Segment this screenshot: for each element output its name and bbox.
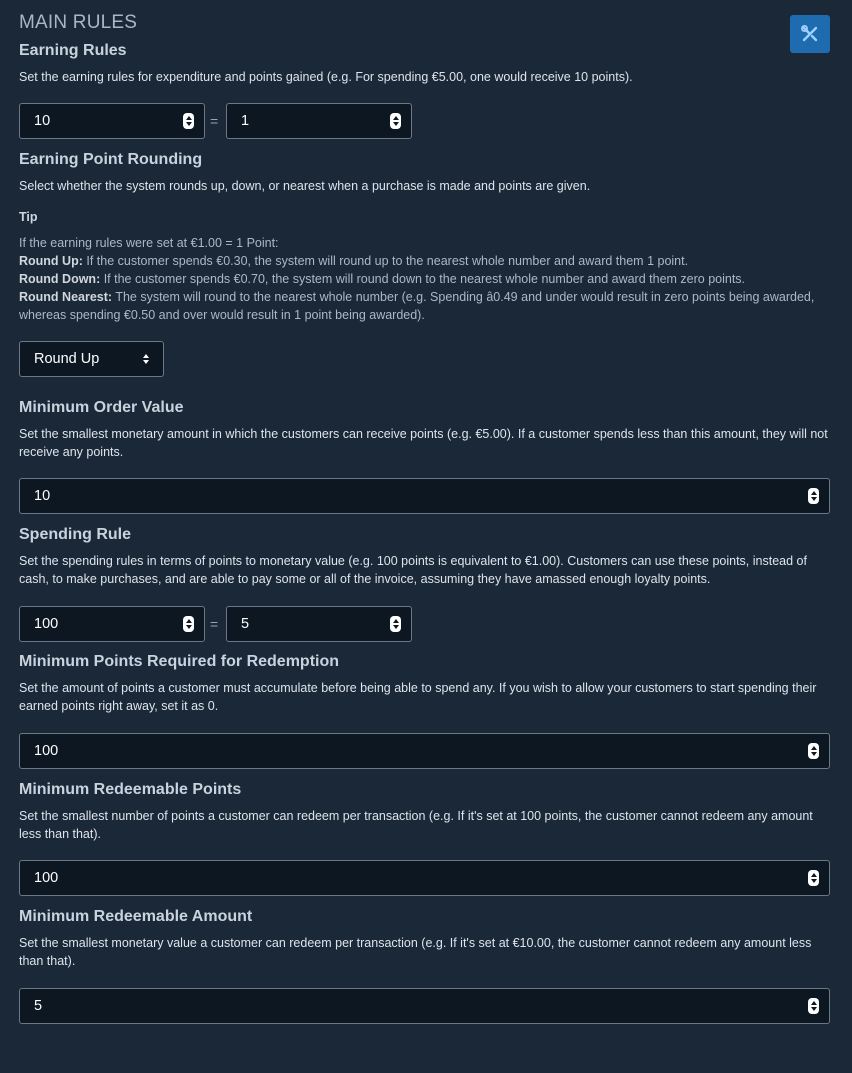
tools-icon xyxy=(800,24,820,44)
rounding-selected-value: Round Up xyxy=(34,351,100,367)
spending-rule-description: Set the spending rules in terms of points to monetary value (e.g. 100 points is equivalent to €1.00). Customers can use these points, instead of cash, to make purchases, and are able to pay some or all of the invoice, assuming they have amassed enough loyalty points. xyxy=(19,554,807,586)
stepper-icon[interactable] xyxy=(808,998,819,1014)
min-order-input[interactable] xyxy=(19,478,830,514)
earning-rules-description: Set the earning rules for expenditure and points gained (e.g. For spending €5.00, one would receive 10 points). xyxy=(19,70,633,84)
min-redeem-points-description: Set the smallest number of points a customer can redeem per transaction (e.g. If it's set at 100 points, the customer cannot redeem any amount less than that). xyxy=(19,809,813,841)
min-order-description: Set the smallest monetary amount in which the customers can receive points (e.g. €5.00). If a customer spends less than this amount, they will not receive any points. xyxy=(19,427,828,459)
min-redeem-amount-description: Set the smallest monetary value a customer can redeem per transaction (e.g. If it's set at €10.00, the customer cannot redeem any amount less than that). xyxy=(19,936,812,968)
earning-spend-value: 10 xyxy=(34,113,51,129)
tools-button[interactable] xyxy=(790,15,830,53)
stepper-icon[interactable] xyxy=(808,743,819,759)
section-title: MAIN RULES xyxy=(19,12,138,33)
equals-sign: = xyxy=(210,616,219,632)
rounding-heading: Earning Point Rounding xyxy=(19,151,203,168)
min-points-value: 100 xyxy=(34,743,59,759)
min-redeem-amount-input[interactable] xyxy=(19,988,830,1024)
spending-rule-heading: Spending Rule xyxy=(19,526,131,543)
min-points-input[interactable] xyxy=(19,733,830,769)
rounding-select[interactable] xyxy=(19,341,164,377)
min-redeem-points-heading: Minimum Redeemable Points xyxy=(19,781,242,798)
stepper-icon[interactable] xyxy=(183,616,194,632)
earning-points-value: 1 xyxy=(241,113,250,129)
spending-money-input[interactable] xyxy=(226,606,412,642)
tip-round-nearest: Round Nearest: The system will round to the nearest whole number (e.g. Spending â0.49 and under would result in zero points being awarded, whereas spending €0.50 and over would result in 1 point being awarded). xyxy=(19,290,815,322)
tip-intro: If the earning rules were set at €1.00 = 1 Point: xyxy=(19,236,279,250)
min-points-description: Set the amount of points a customer must accumulate before being able to spend any. If you wish to allow your customers to start spending their earned points right away, set it as 0. xyxy=(19,681,817,713)
earning-points-input[interactable] xyxy=(226,103,412,139)
tip-title: Tip xyxy=(19,210,38,224)
min-redeem-points-value: 100 xyxy=(34,870,59,886)
equals-sign: = xyxy=(210,113,219,129)
spending-points-value: 100 xyxy=(34,616,59,632)
min-redeem-amount-heading: Minimum Redeemable Amount xyxy=(19,908,253,925)
spending-points-input[interactable] xyxy=(19,606,205,642)
stepper-icon[interactable] xyxy=(808,870,819,886)
min-order-heading: Minimum Order Value xyxy=(19,399,184,416)
earning-rules-heading: Earning Rules xyxy=(19,42,127,59)
min-redeem-points-input[interactable] xyxy=(19,860,830,896)
spending-money-value: 5 xyxy=(241,616,250,632)
tip-body xyxy=(19,234,831,324)
min-points-heading: Minimum Points Required for Redemption xyxy=(19,653,340,670)
stepper-icon[interactable] xyxy=(808,488,819,504)
min-redeem-amount-value: 5 xyxy=(34,998,43,1014)
min-order-value: 10 xyxy=(34,488,51,504)
tip-round-up: Round Up: If the customer spends €0.30, the system will round up to the nearest whole number and award them 1 point. xyxy=(19,254,689,268)
rounding-description: Select whether the system rounds up, down, or nearest when a purchase is made and points are given. xyxy=(19,179,591,193)
stepper-icon[interactable] xyxy=(390,113,401,129)
earning-spend-input[interactable] xyxy=(19,103,205,139)
tip-round-down: Round Down: If the customer spends €0.70, the system will round down to the nearest whole number and award them zero points. xyxy=(19,272,746,286)
select-caret-icon xyxy=(143,354,149,364)
stepper-icon[interactable] xyxy=(183,113,194,129)
stepper-icon[interactable] xyxy=(390,616,401,632)
